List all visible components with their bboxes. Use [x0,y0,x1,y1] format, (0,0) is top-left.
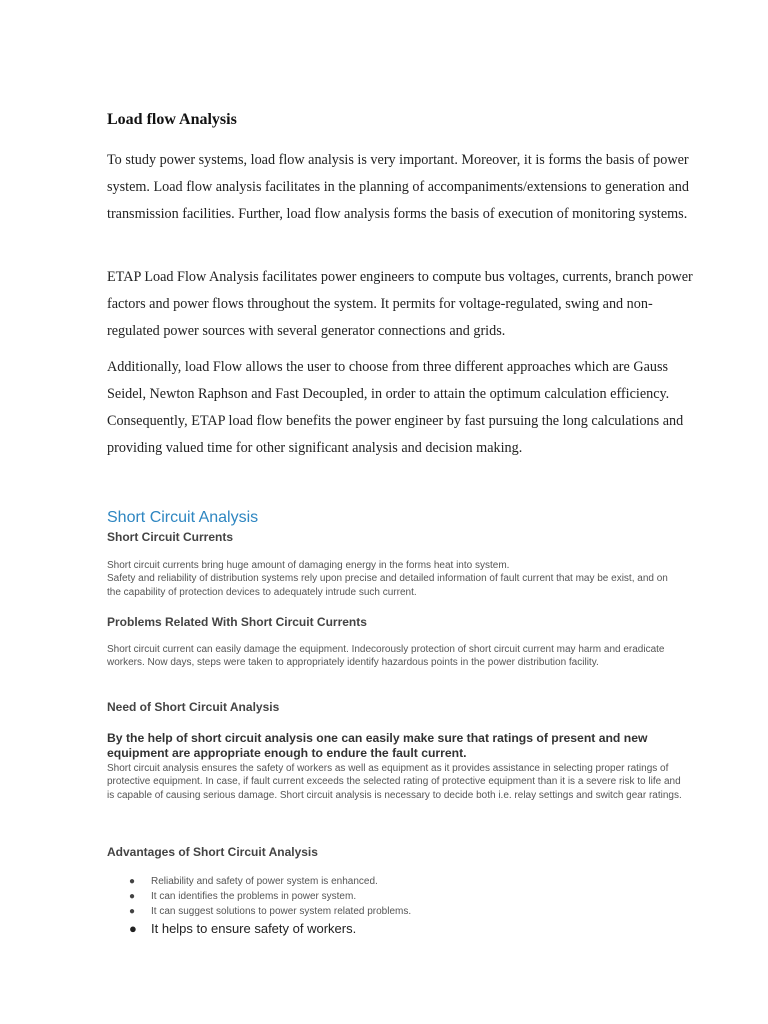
load-flow-paragraph-2: ETAP Load Flow Analysis facilitates power engineers to compute bus voltages, currents, branch power factors and power flows throughout the system. It permits for voltage-regulated, swing and non-regulated power sources with several generator connections and grids. [107,269,693,339]
need-heading: Need of Short Circuit Analysis [107,700,280,714]
list-item [107,904,667,919]
bullet-icon: ● [129,891,136,902]
list-item-text: It helps to ensure safety of workers. [151,921,357,936]
list-item-text: It can identifies the problems in power system. [151,891,357,902]
list-item [107,889,667,904]
list-item-text: Reliability and safety of power system is enhanced. [151,876,378,887]
problems-heading: Problems Related With Short Circuit Currents [107,615,367,629]
currents-text-line-2: Safety and reliability of distribution systems rely upon precise and detailed information of fault current that may be exist, and on the capability of protection devices to adequately intrude such current. [107,573,668,598]
list-item [107,920,667,938]
need-text: Short circuit analysis ensures the safety of workers as well as equipment as it provides assistance in selecting proper ratings of protective equipment. In case, if fault current exceeds the selected rating of protective equipment than it is a severe risk to life and is capable of causing serious damage. Short circuit analysis is necessary to decide both i.e. relay settings and switch gear ratings. [107,763,682,801]
advantages-heading: Advantages of Short Circuit Analysis [107,845,318,859]
load-flow-heading: Load flow Analysis [107,111,237,128]
short-circuit-currents-text [107,559,682,599]
short-circuit-title: Short Circuit Analysis [107,509,259,526]
bullet-icon: ● [129,876,136,887]
list-item-text: It can suggest solutions to power system related problems. [151,906,412,917]
bullet-icon: ● [129,921,137,936]
problems-text: Short circuit current can easily damage the equipment. Indecorously protection of short circuit current may harm and eradicate workers. Now days, steps were taken to appropriately identify hazardous points in the power distribution facility. [107,644,665,669]
load-flow-paragraph-1: To study power systems, load flow analysis is very important. Moreover, it is forms the basis of power system. Load flow analysis facilitates in the planning of accompaniments/extensions to generation and transmission facilities. Further, load flow analysis forms the basis of execution of monitoring systems. [107,152,689,222]
need-lead-text: By the help of short circuit analysis one can easily make sure that ratings of present and new equipment are appropriate enough to endure the fault current. [107,731,648,760]
currents-text-line-1: Short circuit currents bring huge amount of damaging energy in the forms heat into system. [107,560,510,571]
bullet-icon: ● [129,906,136,917]
short-circuit-currents-heading: Short Circuit Currents [107,530,234,544]
load-flow-paragraph-3: Additionally, load Flow allows the user to choose from three different approaches which are Gauss Seidel, Newton Raphson and Fast Decoupled, in order to attain the optimum calculation efficiency. Consequently, ETAP load flow benefits the power engineer by fast pursuing the long calculations and providing valued time for other significant analysis and decision making. [107,359,684,456]
advantages-list [107,874,667,938]
list-item [107,874,667,889]
